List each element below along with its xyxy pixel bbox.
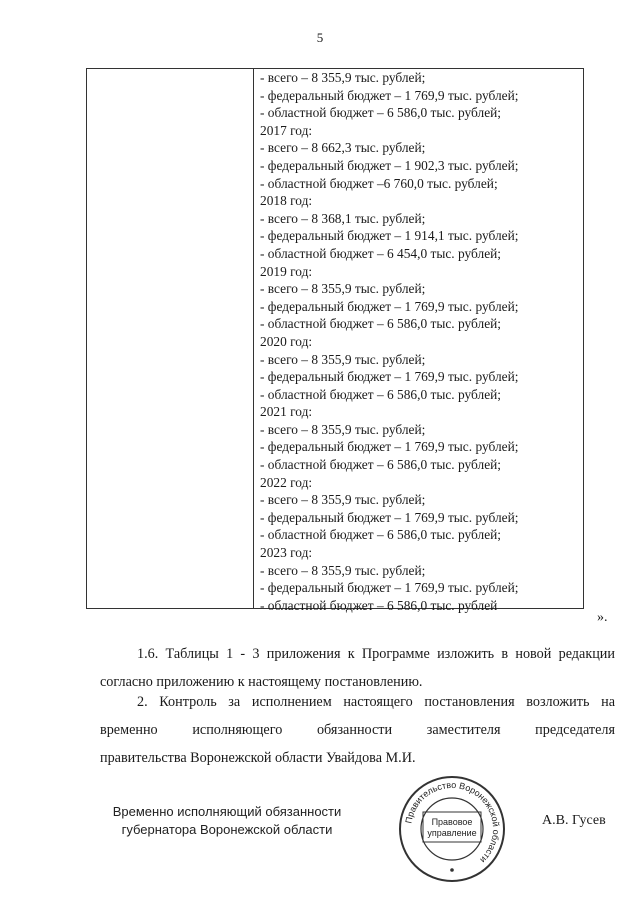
budget-line: 2023 год: bbox=[260, 545, 313, 561]
budget-line: - федеральный бюджет – 1 769,9 тыс. рублей; bbox=[260, 369, 519, 385]
budget-line: 2019 год: bbox=[260, 263, 313, 279]
budget-line: - федеральный бюджет – 1 902,3 тыс. рублей; bbox=[260, 157, 519, 173]
budget-line: - областной бюджет – 6 586,0 тыс. рублей; bbox=[260, 316, 502, 332]
budget-line: - всего – 8 355,9 тыс. рублей; bbox=[260, 562, 426, 578]
official-seal bbox=[397, 774, 507, 884]
budget-line: - всего – 8 355,9 тыс. рублей; bbox=[260, 281, 426, 297]
budget-line: - областной бюджет – 6 586,0 тыс. рублей; bbox=[260, 386, 502, 402]
budget-line: - областной бюджет – 6 586,0 тыс. рублей; bbox=[260, 527, 502, 543]
budget-lines bbox=[260, 69, 579, 614]
budget-line: - областной бюджет – 6 586,0 тыс. рублей bbox=[260, 597, 498, 613]
budget-line: 2018 год: bbox=[260, 193, 313, 209]
closing-quote: ». bbox=[597, 610, 608, 625]
budget-line: - областной бюджет – 6 454,0 тыс. рублей; bbox=[260, 245, 502, 261]
budget-line: - федеральный бюджет – 1 769,9 тыс. рублей; bbox=[260, 439, 519, 455]
seal-ring-text: Правительство Воронежской области bbox=[403, 779, 502, 866]
signer-line-1: Временно исполняющий обязанности bbox=[112, 804, 342, 819]
budget-line: - федеральный бюджет – 1 769,9 тыс. рублей; bbox=[260, 87, 519, 103]
seal-center-line-2: управление bbox=[427, 828, 477, 838]
signature-name: А.В. Гусев bbox=[542, 813, 606, 828]
budget-line: 2022 год: bbox=[260, 474, 313, 490]
page-number: 5 bbox=[316, 30, 324, 45]
budget-line: - федеральный бюджет – 1 914,1 тыс. рублей; bbox=[260, 228, 519, 244]
budget-table bbox=[86, 68, 584, 613]
budget-line: - областной бюджет – 6 586,0 тыс. рублей; bbox=[260, 105, 502, 121]
paragraph-2-last-line: правительства Воронежской области Увайдова М.И. bbox=[100, 750, 416, 766]
budget-line: - областной бюджет – 6 586,0 тыс. рублей; bbox=[260, 457, 502, 473]
paragraph-2: 2. Контроль за исполнением настоящего постановления возложить на временно исполняющего обязанности заместителя председателя bbox=[100, 694, 615, 738]
signer-title bbox=[100, 803, 354, 839]
budget-line: - всего – 8 368,1 тыс. рублей; bbox=[260, 210, 426, 226]
budget-line: - всего – 8 355,9 тыс. рублей; bbox=[260, 351, 426, 367]
paragraph-1: 1.6. Таблицы 1 - 3 приложения к Программе изложить в новой редакции согласно приложению к настоящему постановлению. bbox=[100, 646, 615, 690]
budget-line: - федеральный бюджет – 1 769,9 тыс. рублей; bbox=[260, 298, 519, 314]
budget-line: - всего – 8 355,9 тыс. рублей; bbox=[260, 492, 426, 508]
budget-line: 2017 год: bbox=[260, 122, 313, 138]
budget-line: 2021 год: bbox=[260, 404, 313, 420]
seal-center-line-1: Правовое bbox=[431, 817, 473, 827]
budget-line: - всего – 8 355,9 тыс. рублей; bbox=[260, 421, 426, 437]
budget-line: - федеральный бюджет – 1 769,9 тыс. рублей; bbox=[260, 580, 519, 596]
budget-line: - федеральный бюджет – 1 769,9 тыс. рублей; bbox=[260, 509, 519, 525]
table-column-divider bbox=[253, 69, 254, 608]
seal-dot bbox=[450, 868, 454, 872]
budget-line: - всего – 8 355,9 тыс. рублей; bbox=[260, 70, 426, 85]
budget-line: 2020 год: bbox=[260, 333, 313, 349]
budget-line: - областной бюджет –6 760,0 тыс. рублей; bbox=[260, 175, 498, 191]
signer-line-2: губернатора Воронежской области bbox=[121, 822, 333, 837]
budget-line: - всего – 8 662,3 тыс. рублей; bbox=[260, 140, 426, 156]
